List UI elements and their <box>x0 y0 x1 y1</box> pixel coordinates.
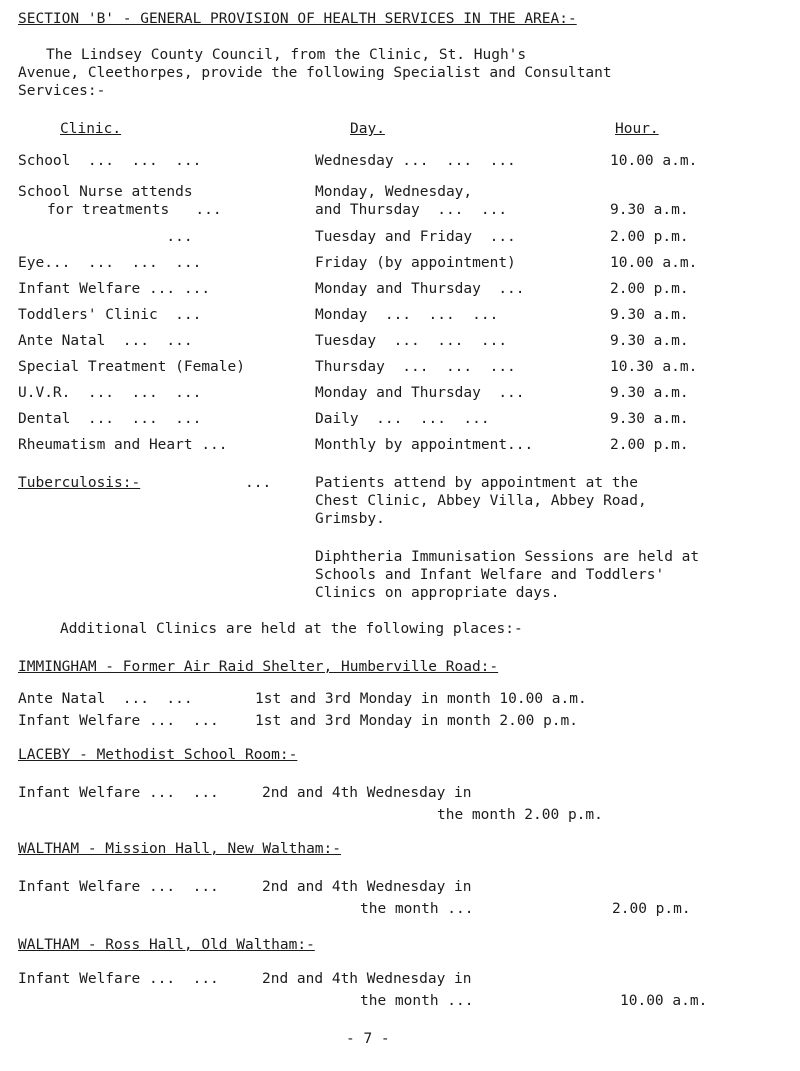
row-hour: 2.00 p.m. <box>610 437 689 453</box>
row-hour: 9.30 a.m. <box>610 385 689 401</box>
additional-clinics-intro: Additional Clinics are held at the following places:- <box>60 621 523 637</box>
column-header-day: Day. <box>350 121 385 137</box>
column-header-hour: Hour. <box>615 121 659 137</box>
row-hour: 2.00 p.m. <box>610 281 689 297</box>
row-clinic: Rheumatism and Heart ... <box>18 437 228 453</box>
intro-line-2: Avenue, Cleethorpes, provide the following Specialist and Consultant <box>18 65 612 81</box>
laceby-when: 2nd and 4th Wednesday in <box>262 785 472 801</box>
row-day: Monthly by appointment... <box>315 437 534 453</box>
intro-line-3: Services:- <box>18 83 106 99</box>
row-hour: 9.30 a.m. <box>610 411 689 427</box>
row-day: Monday and Thursday ... <box>315 281 525 297</box>
new-waltham-hour: 2.00 p.m. <box>612 901 691 917</box>
row-hour: 10.00 a.m. <box>610 153 698 169</box>
new-waltham-heading: WALTHAM - Mission Hall, New Waltham:- <box>18 841 342 857</box>
row-hour: 9.30 a.m. <box>610 307 689 323</box>
old-waltham-when-cont: the month ... <box>360 993 474 1009</box>
immingham-clinic: Ante Natal ... ... <box>18 691 193 707</box>
tuberculosis-text: Grimsby. <box>315 511 385 527</box>
row-day: Monday, Wednesday, <box>315 184 473 200</box>
old-waltham-when: 2nd and 4th Wednesday in <box>262 971 472 987</box>
old-waltham-clinic: Infant Welfare ... ... <box>18 971 219 987</box>
row-day: Thursday ... ... ... <box>315 359 516 375</box>
row-day: Tuesday ... ... ... <box>315 333 508 349</box>
new-waltham-when: 2nd and 4th Wednesday in <box>262 879 472 895</box>
new-waltham-clinic: Infant Welfare ... ... <box>18 879 219 895</box>
old-waltham-heading: WALTHAM - Ross Hall, Old Waltham:- <box>18 937 315 953</box>
row-day: Wednesday ... ... ... <box>315 153 516 169</box>
row-clinic: Eye... ... ... ... <box>18 255 202 271</box>
row-hour: 2.00 p.m. <box>610 229 689 245</box>
old-waltham-hour: 10.00 a.m. <box>620 993 708 1009</box>
intro-line-1: The Lindsey County Council, from the Clinic, St. Hugh's <box>46 47 527 63</box>
row-clinic: Toddlers' Clinic ... <box>18 307 202 323</box>
diphtheria-text: Clinics on appropriate days. <box>315 585 560 601</box>
row-day: Monday ... ... ... <box>315 307 499 323</box>
row-day: Monday and Thursday ... <box>315 385 525 401</box>
row-clinic: U.V.R. ... ... ... <box>18 385 202 401</box>
tuberculosis-text: Chest Clinic, Abbey Villa, Abbey Road, <box>315 493 647 509</box>
tuberculosis-text: Patients attend by appointment at the <box>315 475 639 491</box>
section-heading: SECTION 'B' - GENERAL PROVISION OF HEALTH SERVICES IN THE AREA:- <box>18 11 577 27</box>
row-hour: 10.00 a.m. <box>610 255 698 271</box>
laceby-when-cont: the month 2.00 p.m. <box>437 807 603 823</box>
immingham-heading: IMMINGHAM - Former Air Raid Shelter, Humberville Road:- <box>18 659 499 675</box>
row-clinic: ... <box>18 229 193 245</box>
diphtheria-text: Schools and Infant Welfare and Toddlers' <box>315 567 665 583</box>
row-hour: 9.30 a.m. <box>610 202 689 218</box>
row-clinic: Dental ... ... ... <box>18 411 202 427</box>
diphtheria-text: Diphtheria Immunisation Sessions are held at <box>315 549 700 565</box>
column-header-clinic: Clinic. <box>60 121 122 137</box>
tuberculosis-dots: ... <box>245 475 272 491</box>
row-clinic: School Nurse attends <box>18 184 193 200</box>
laceby-clinic: Infant Welfare ... ... <box>18 785 219 801</box>
row-hour: 10.30 a.m. <box>610 359 698 375</box>
row-day-cont: and Thursday ... ... <box>315 202 508 218</box>
new-waltham-when-cont: the month ... <box>360 901 474 917</box>
row-day: Tuesday and Friday ... <box>315 229 516 245</box>
immingham-when: 1st and 3rd Monday in month 10.00 a.m. <box>255 691 587 707</box>
row-clinic: Special Treatment (Female) <box>18 359 245 375</box>
row-day: Friday (by appointment) <box>315 255 516 271</box>
row-clinic: School ... ... ... <box>18 153 202 169</box>
row-hour: 9.30 a.m. <box>610 333 689 349</box>
page-number: - 7 - <box>346 1031 390 1047</box>
row-clinic: Infant Welfare ... ... <box>18 281 211 297</box>
immingham-when: 1st and 3rd Monday in month 2.00 p.m. <box>255 713 579 729</box>
immingham-clinic: Infant Welfare ... ... <box>18 713 219 729</box>
tuberculosis-label: Tuberculosis:- <box>18 475 141 491</box>
laceby-heading: LACEBY - Methodist School Room:- <box>18 747 298 763</box>
row-clinic: Ante Natal ... ... <box>18 333 193 349</box>
row-day: Daily ... ... ... <box>315 411 490 427</box>
row-clinic-cont: for treatments ... <box>47 202 222 218</box>
